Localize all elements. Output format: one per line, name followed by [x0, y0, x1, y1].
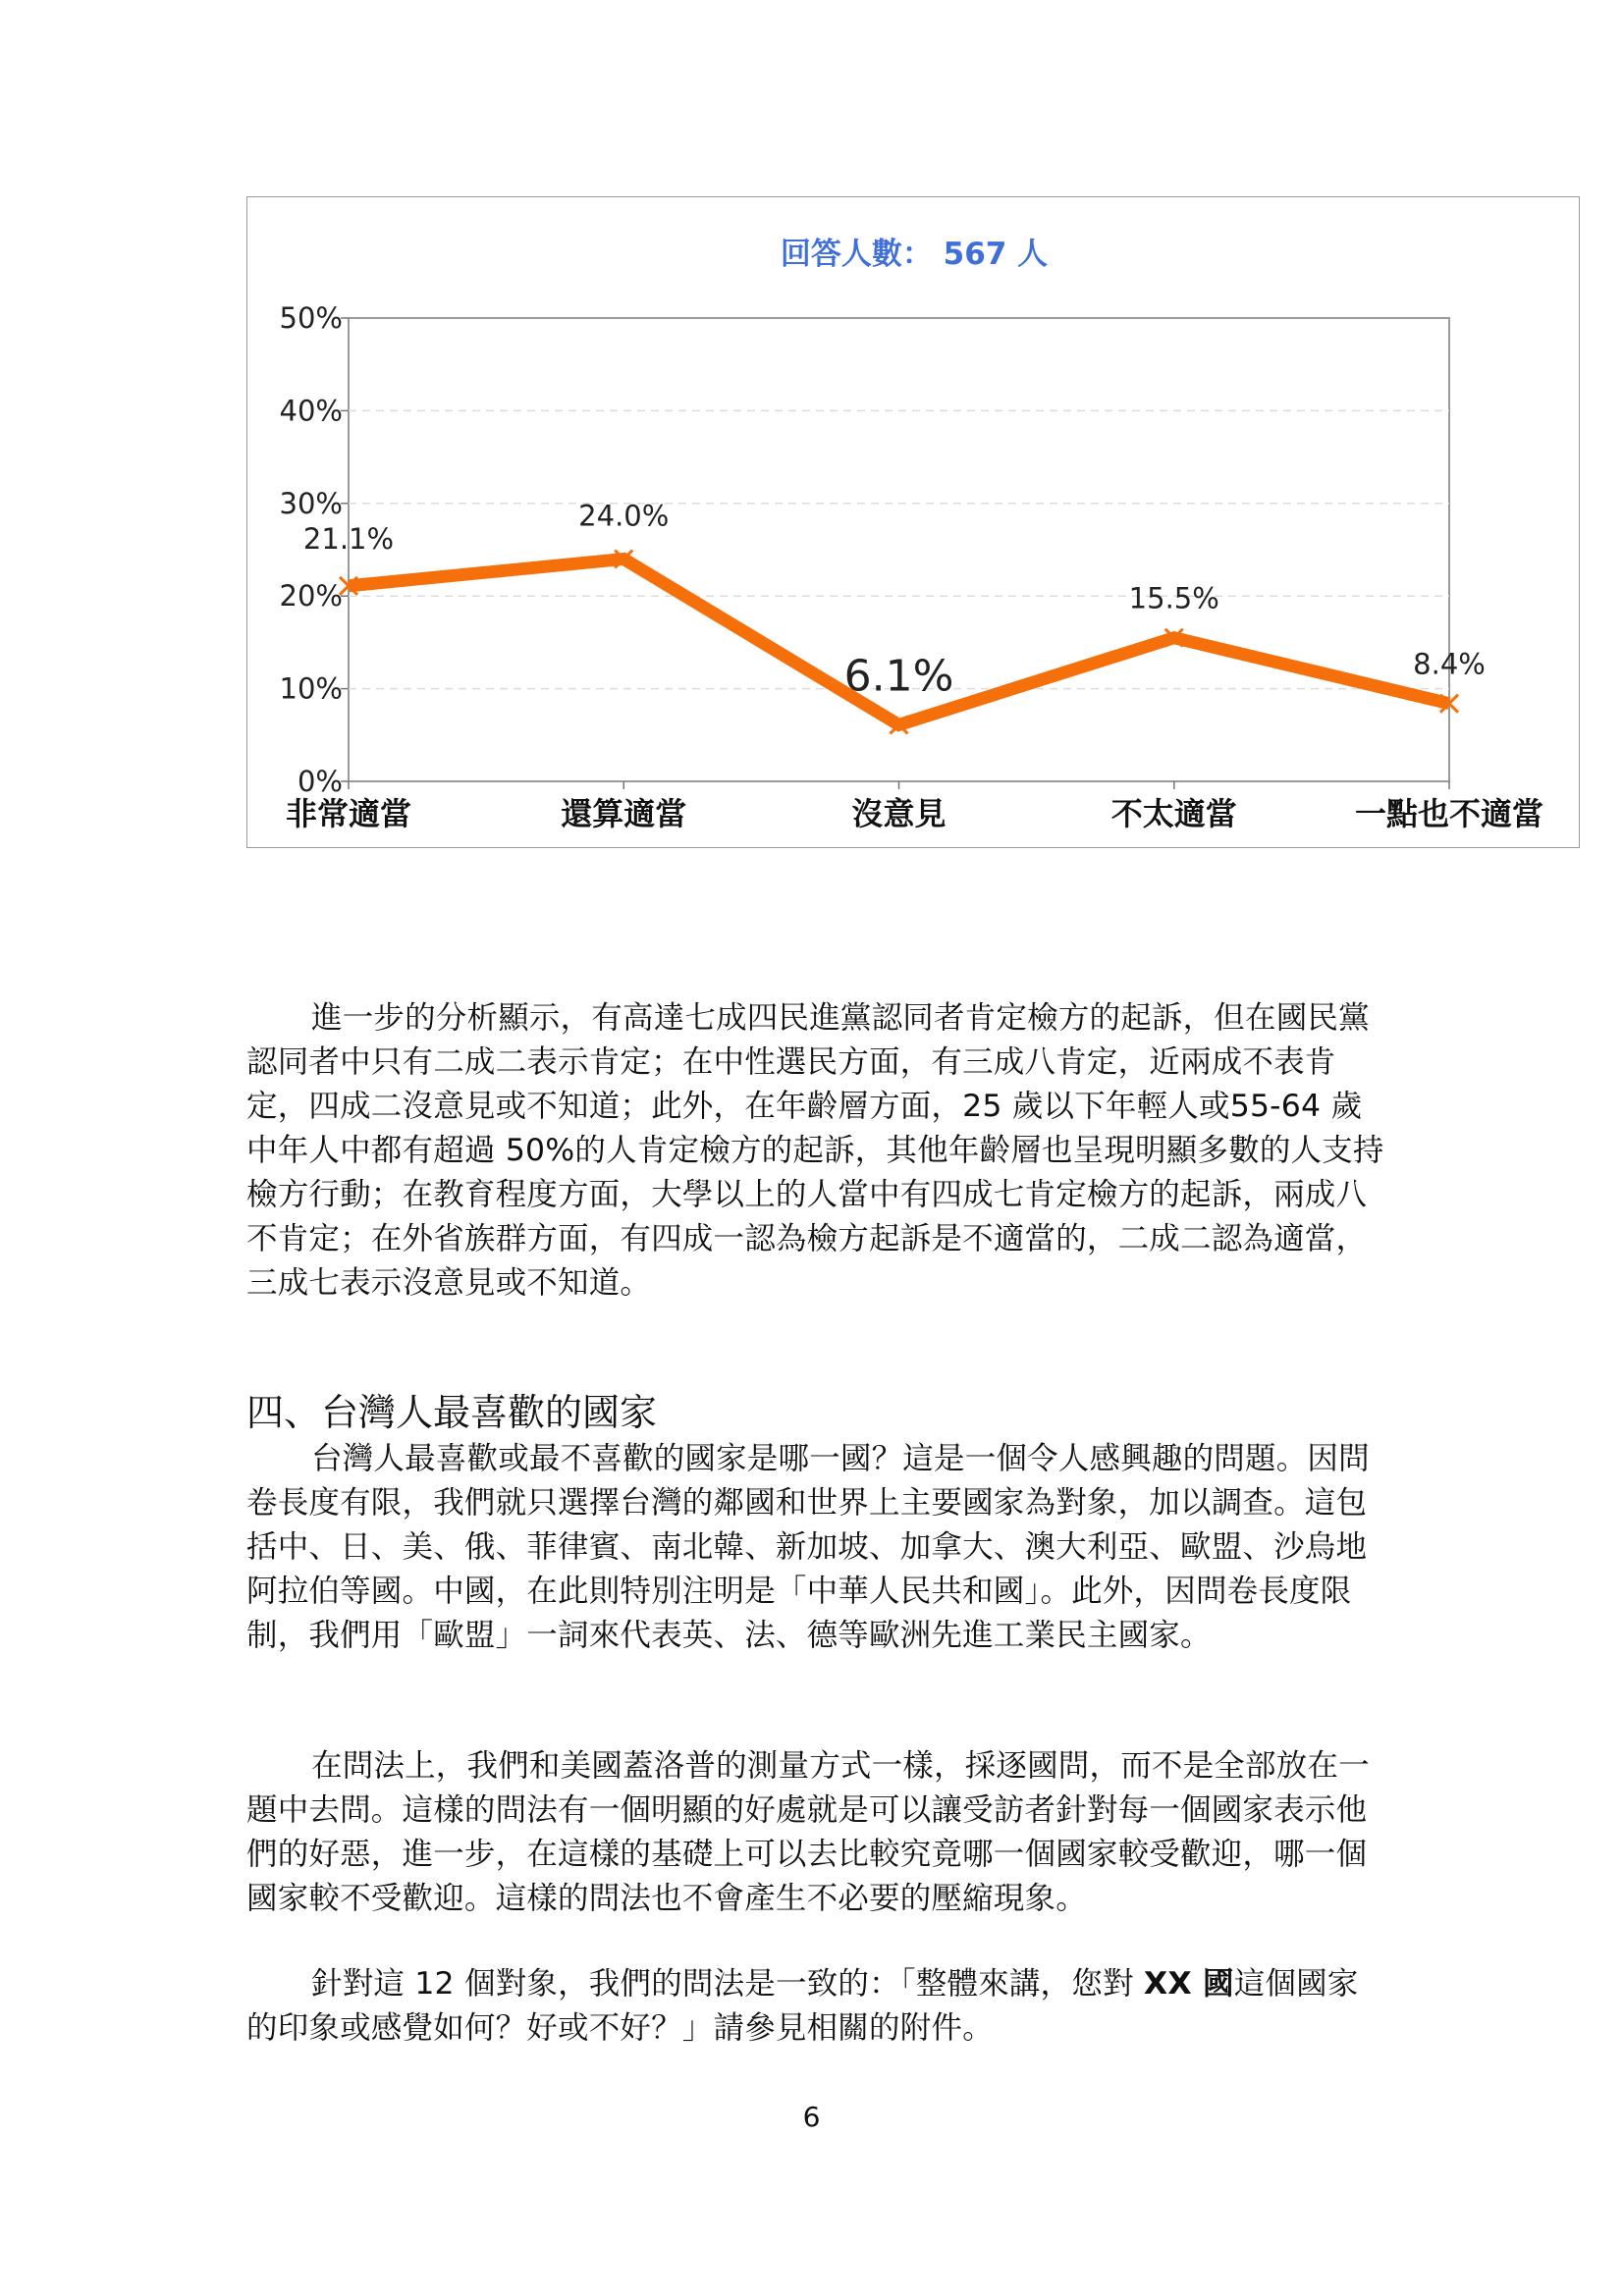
plot-frame	[349, 318, 1449, 781]
data-label: 24.0%	[578, 499, 670, 533]
paragraph-method-text: 在問法上，我們和美國蓋洛普的測量方式一樣，採逐國問，而不是全部放在一題中去問。這樣的問法有一個明顯的好處就是可以讓受訪者針對每一個國家表示他們的好惡，進一步，在這樣的基礎上可以去比較究竟哪一個國家較受歡迎，哪一個國家較不受歡迎。這樣的問法也不會產生不必要的壓縮現象。	[246, 1748, 1370, 1916]
y-tick-label: 20%	[279, 579, 343, 614]
data-label: 6.1%	[843, 651, 954, 702]
x-category-label: 沒意見	[851, 795, 947, 832]
chart-title: 回答人數： 567 人	[780, 237, 1049, 272]
y-tick-label: 0%	[297, 765, 343, 798]
y-tick-label: 50%	[279, 301, 343, 335]
x-category-label: 還算適當	[561, 795, 687, 832]
data-label: 8.4%	[1413, 647, 1486, 681]
x-category-label: 一點也不適當	[1354, 795, 1544, 832]
paragraph-question	[246, 1962, 1385, 2051]
paragraph-question-text-a: 針對這 12 個對象，我們的問法是一致的：「整體來講，您對	[311, 1966, 1144, 2002]
y-tick-label: 10%	[279, 671, 343, 706]
data-label: 21.1%	[302, 521, 395, 556]
paragraph-analysis-text: 進一步的分析顯示，有高達七成四民進黨認同者肯定檢方的起訴，但在國民黨認同者中只有二成二表示肯定；在中性選民方面，有三成八肯定，近兩成不表肯定，四成二沒意見或不知道；此外，在年齡層方面，25 歲以下年輕人或55-64 歲中年人中都有超過 50%的人肯定檢方的起訴，其他年齡層也呈現明顯多數的人支持檢方行動；在教育程度方面，大學以上的人當中有四成七肯定檢方的起訴，兩成八不肯定；在外省族群方面，有四成一認為檢方起訴是不適當的，二成二認為適當，三成七表示沒意見或不知道。	[246, 1000, 1384, 1301]
chart-container	[246, 196, 1580, 848]
data-label: 15.5%	[1128, 581, 1219, 615]
paragraph-countries	[246, 1437, 1385, 1658]
x-category-label: 不太適當	[1110, 795, 1237, 832]
section-heading: 四、台灣人最喜歡的國家	[246, 1391, 658, 1434]
page-number: 6	[802, 2101, 821, 2133]
paragraph-question-text-b: 這個國家的印象或感覺如何？好或不好？」請參見相關的附件。	[246, 1966, 1359, 2046]
y-tick-label: 40%	[279, 394, 343, 428]
paragraph-analysis	[246, 996, 1385, 1306]
y-tick-label: 30%	[279, 486, 343, 520]
x-category-label: 非常適當	[285, 795, 412, 832]
paragraph-countries-text: 台灣人最喜歡或最不喜歡的國家是哪一國？這是一個令人感興趣的問題。因問卷長度有限，我們就只選擇台灣的鄰國和世界上主要國家為對象，加以調查。這包括中、日、美、俄、菲律賓、南北韓、新加坡、加拿大、澳大利亞、歐盟、沙烏地阿拉伯等國。中國，在此則特別注明是「中華人民共和國」。此外，因問卷長度限制，我們用「歐盟」一詞來代表英、法、德等歐洲先進工業民主國家。	[246, 1441, 1370, 1653]
line-chart	[247, 197, 1581, 849]
paragraph-method	[246, 1744, 1385, 1921]
paragraph-question-bold: XX 國	[1143, 1966, 1234, 2002]
